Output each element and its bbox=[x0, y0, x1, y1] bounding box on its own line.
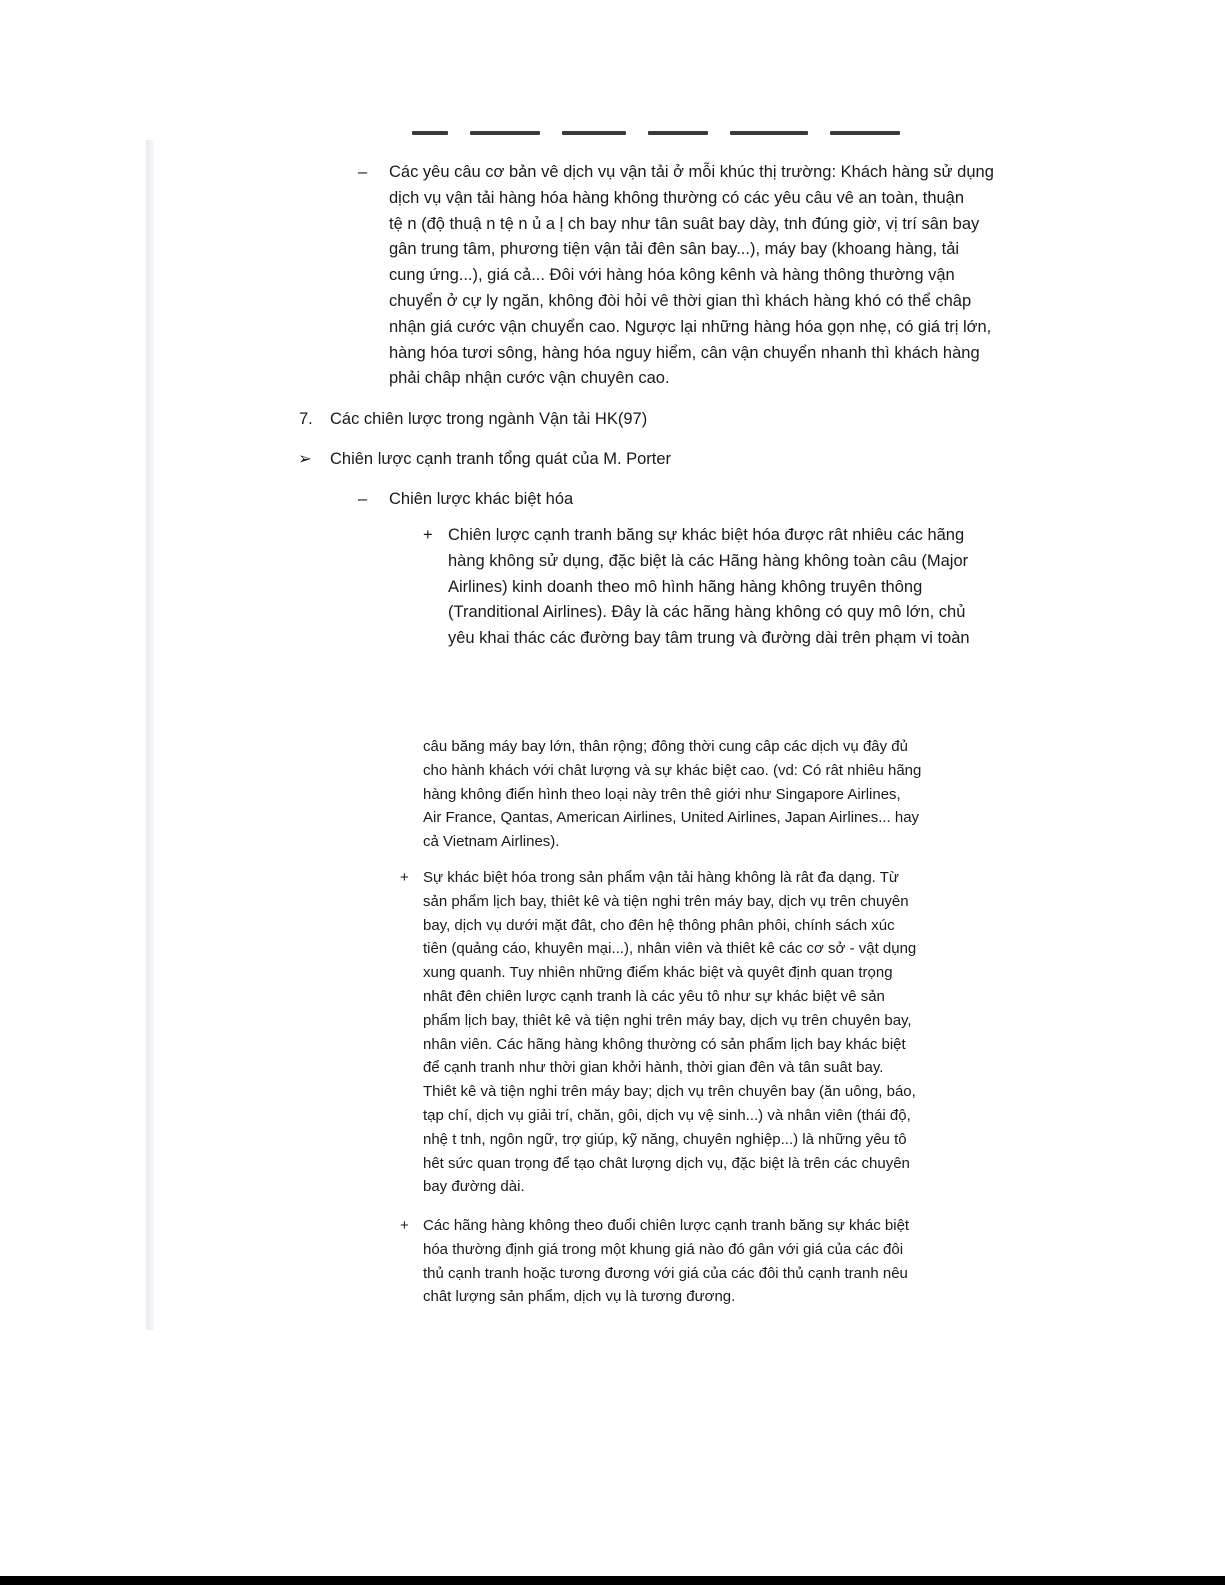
dash-marker: – bbox=[358, 163, 368, 181]
text-line: bay, dịch vụ dưới mặt đât, cho đên hệ thông phân phôi, chính sách xúc bbox=[423, 916, 895, 934]
text-line: nhệ t tnh, ngôn ngữ, trợ giúp, kỹ năng, chuyên nghiệp...) là những yêu tô bbox=[423, 1130, 907, 1148]
text-line: Các hãng hàng không theo đuổi chiên lược cạnh tranh băng sự khác biệt bbox=[423, 1217, 910, 1234]
text-line: yêu khai thác các đường bay tâm trung và đường dài trên phạm vi toàn bbox=[448, 629, 970, 648]
text-line: Airlines) kinh doanh theo mô hình hãng hàng không truyên thông bbox=[448, 577, 923, 596]
text-line: chuyển ở cự ly ngăn, không đòi hỏi vê thời gian thì khách hàng khó có thể châp bbox=[389, 291, 972, 310]
text-line: nhân viên. Các hãng hàng không thường có sản phẩm lịch bay khác biệt bbox=[423, 1035, 906, 1053]
porter-strategy-heading: Chiên lược cạnh tranh tổng quát của M. Porter bbox=[330, 450, 672, 468]
text-line: hàng hóa tươi sông, hàng hóa nguy hiểm, cân vận chuyển nhanh thì khách hàng bbox=[389, 343, 980, 362]
bottom-border bbox=[0, 1576, 1225, 1585]
text-line: câu băng máy bay lớn, thân rộng; đông thời cung câp các dịch vụ đây đủ bbox=[423, 738, 908, 755]
text-line: nhât đên chiên lược cạnh tranh là các yêu tô như sự khác biệt vê sản bbox=[423, 987, 885, 1005]
plus-bullet: + bbox=[423, 526, 433, 544]
text-line: hàng không sử dụng, đặc biệt là các Hãng hàng không toàn câu (Major bbox=[448, 551, 969, 570]
text-line: tiên (quảng cáo, khuyên mại...), nhân viên và thiêt kê các cơ sở - vật dụng bbox=[423, 940, 917, 958]
pricing-paragraph bbox=[423, 1214, 909, 1309]
differentiation-paragraph-top bbox=[448, 523, 970, 652]
text-line: phẩm lịch bay, thiêt kê và tiện nghi trên máy bay, dịch vụ trên chuyên bay, bbox=[423, 1011, 912, 1029]
cropped-previous-line bbox=[412, 130, 902, 138]
page-left-edge-bottom bbox=[146, 662, 154, 1330]
plus-bullet: + bbox=[400, 869, 409, 886]
text-line: sản phẩm lịch bay, thiêt kê và tiện nghi trên máy bay, dịch vụ trên chuyên bbox=[423, 892, 909, 910]
text-line: Air France, Qantas, American Airlines, United Airlines, Japan Airlines... hay bbox=[423, 809, 920, 827]
text-line: tạp chí, dịch vụ giải trí, chăn, gôi, dịch vụ vệ sinh...) và nhân viên (thái độ, bbox=[423, 1106, 911, 1124]
text-line: hóa thường định giá trong một khung giá nào đó gân với giá của các đôi bbox=[423, 1240, 904, 1258]
text-line: Các yêu câu cơ bản vê dịch vụ vận tải ở mỗi khúc thị trường: Khách hàng sử dụng bbox=[389, 163, 994, 181]
text-line: cung ứng...), giá cả... Đôi với hàng hóa kông kênh và hàng thông thường vận bbox=[389, 266, 955, 285]
text-line: chât lượng sản phẩm, dịch vụ là tương đương. bbox=[423, 1288, 736, 1306]
text-line: cả Vietnam Airlines). bbox=[423, 833, 560, 851]
text-line: bay đường dài. bbox=[423, 1178, 525, 1196]
section-heading: Các chiên lược trong ngành Vận tải HK(97) bbox=[330, 410, 648, 428]
dash-marker: – bbox=[358, 490, 368, 508]
text-line: thủ cạnh tranh hoặc tương đương với giá của các đôi thủ cạnh tranh nêu bbox=[423, 1264, 908, 1282]
text-line: (Tranditional Airlines). Đây là các hãng hàng không có quy mô lớn, chủ bbox=[448, 603, 966, 622]
text-line: phải châp nhận cước vận chuyên cao. bbox=[389, 369, 670, 388]
text-line: Sự khác biệt hóa trong sản phẩm vận tải hàng không là rât đa dạng. Từ bbox=[423, 869, 899, 886]
text-line: dịch vụ vận tải hàng hóa hàng không thường có các yêu câu vê an toàn, thuận bbox=[389, 188, 965, 207]
text-line: Thiêt kê và tiện nghi trên máy bay; dịch vụ trên chuyên bay (ăn uông, báo, bbox=[423, 1083, 916, 1101]
page-left-edge-top bbox=[146, 140, 154, 662]
section-number: 7. bbox=[299, 410, 313, 428]
text-line: Chiên lược cạnh tranh băng sự khác biệt hóa được rât nhiêu các hãng bbox=[448, 526, 965, 544]
text-line: gân trung tâm, phương tiện vận tải đên sân bay...), máy bay (khoang hàng, tải bbox=[389, 240, 960, 259]
differentiation-heading: Chiên lược khác biệt hóa bbox=[389, 490, 574, 508]
differentiation-paragraph-continued bbox=[423, 735, 921, 854]
text-line: hàng không điển hình theo loại này trên thê giới như Singapore Airlines, bbox=[423, 785, 901, 803]
text-line: cho hành khách với chât lượng và sự khác biệt cao. (vd: Có rât nhiêu hãng bbox=[423, 761, 922, 779]
text-line: xung quanh. Tuy nhiên những điểm khác biệt và quyêt định quan trọng bbox=[423, 964, 893, 982]
text-line: nhận giá cước vận chuyển cao. Ngược lại những hàng hóa gọn nhẹ, có giá trị lớn, bbox=[389, 317, 992, 336]
requirements-paragraph bbox=[389, 160, 994, 392]
text-line: tệ n (độ thuậ n tệ n ủ a ḷ ch bay như tân suât bay dày, tnh đúng giờ, vị trí sân bay bbox=[389, 214, 980, 233]
text-line: để cạnh tranh như thời gian khởi hành, thời gian đên và tân suât bay. bbox=[423, 1059, 884, 1077]
plus-bullet: + bbox=[400, 1217, 409, 1234]
arrow-bullet-icon: ➢ bbox=[298, 450, 312, 468]
product-differentiation-paragraph bbox=[423, 866, 916, 1199]
text-line: hêt sức quan trọng để tạo chât lượng dịch vụ, đặc biệt là trên các chuyên bbox=[423, 1154, 910, 1172]
